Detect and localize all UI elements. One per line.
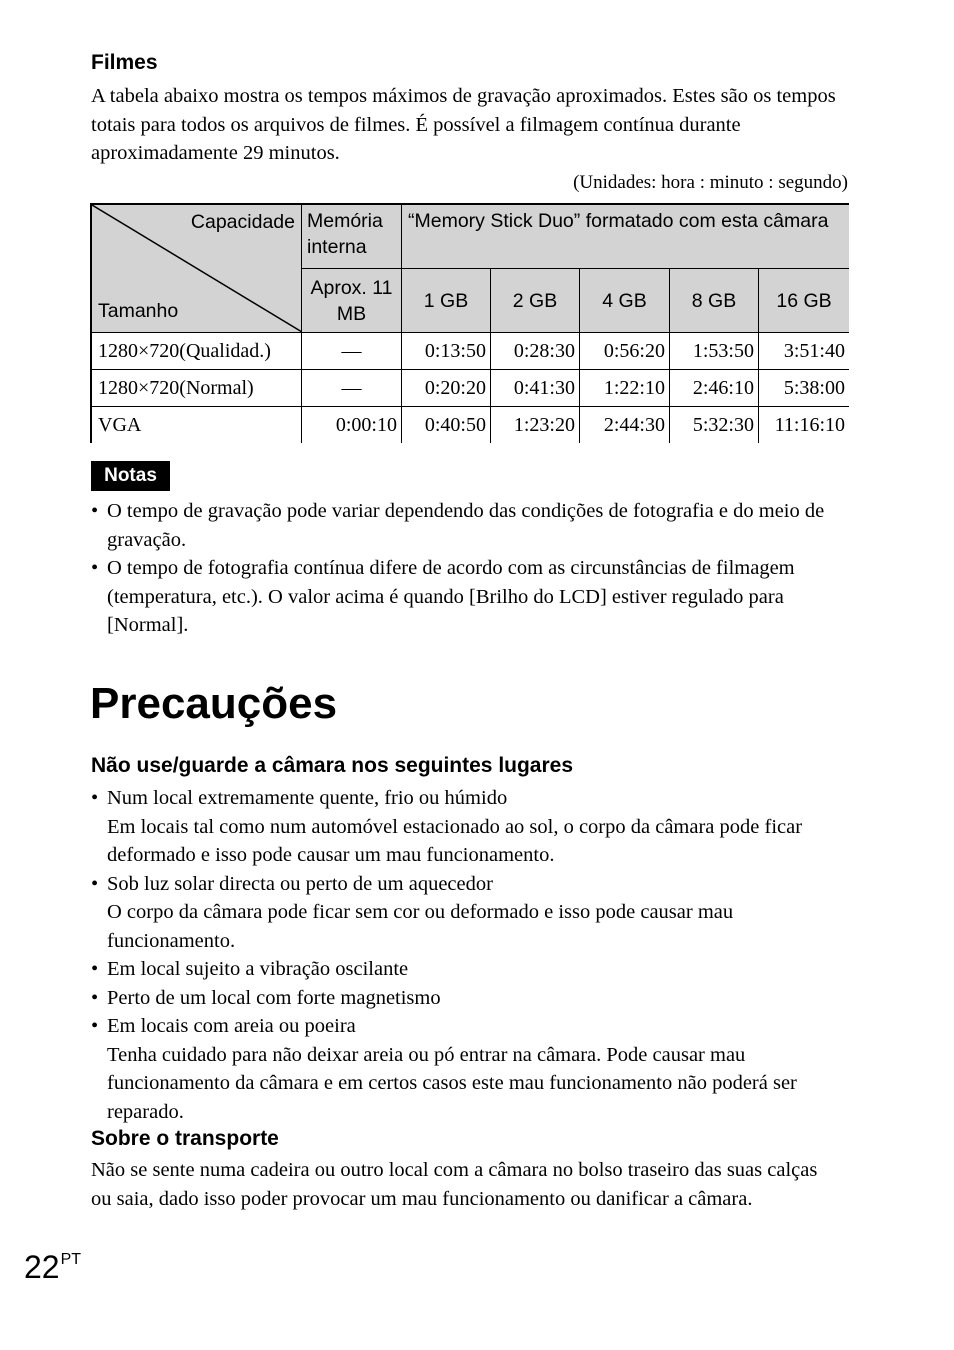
transport-paragraph: Não se sente numa cadeira ou outro local com a câmara no bolso traseiro das suas calças ou saia, dado isso poder provocar um mau funcionamento ou danificar a câmara.	[91, 1159, 818, 1210]
table-cell-value: 1:23:20	[491, 407, 580, 443]
list-item: • O tempo de gravação pode variar dependendo das condições de fotografia e do meio de gravação.	[91, 497, 836, 554]
page-number	[24, 1240, 81, 1287]
table-cell-value: 0:13:50	[402, 333, 491, 370]
list-item	[91, 984, 836, 1013]
page-language-code: PT	[60, 1251, 82, 1268]
page-number-value: 22	[24, 1249, 60, 1285]
page-title: Precauções	[90, 679, 338, 728]
table-cell-internal: —	[302, 370, 402, 407]
table-cell-value: 0:41:30	[491, 370, 580, 407]
list-item	[91, 955, 836, 984]
table-cell-value: 0:56:20	[580, 333, 670, 370]
table-cell-value: 5:38:00	[759, 370, 849, 407]
table-corner-cell	[92, 205, 302, 333]
list-item-title: • Em locais com areia ou poeira	[107, 1015, 356, 1037]
list-item	[91, 870, 836, 956]
table-cell-internal: 0:00:10	[302, 407, 402, 443]
list-item-detail: O corpo da câmara pode ficar sem cor ou deformado e isso pode causar mau funcionamento.	[107, 901, 734, 952]
header-capacity-2gb: 2 GB	[491, 269, 580, 333]
header-internal-capacity: Aprox. 11 MB	[302, 269, 402, 333]
list-item	[91, 1012, 836, 1126]
corner-label-capacidade: Capacidade	[190, 211, 295, 233]
section-heading-transport: Sobre o transporte	[91, 1127, 279, 1150]
table-cell-value: 1:22:10	[580, 370, 670, 407]
section-heading-filmes: Filmes	[91, 51, 158, 74]
list-item-title: • Em local sujeito a vibração oscilante	[107, 958, 409, 980]
table-cell-value: 0:28:30	[491, 333, 580, 370]
recording-time-table	[90, 203, 849, 443]
table-cell-value: 0:40:50	[402, 407, 491, 443]
header-capacity-1gb: 1 GB	[402, 269, 491, 333]
table-row-size: VGA	[92, 407, 302, 443]
list-item-detail: Tenha cuidado para não deixar areia ou pó entrar na câmara. Pode causar mau funcionamento da câmara e em certos casos este mau funcionamento não poderá ser reparado.	[107, 1043, 797, 1123]
corner-label-tamanho: Tamanho	[98, 300, 179, 322]
notes-badge: Notas	[91, 461, 170, 491]
table-cell-value: 2:44:30	[580, 407, 670, 443]
table-cell-value: 2:46:10	[670, 370, 759, 407]
table-cell-value: 1:53:50	[670, 333, 759, 370]
filmes-paragraph: A tabela abaixo mostra os tempos máximos de gravação aproximados. Estes são os tempos totais para todos os arquivos de filmes. É possível a filmagem contínua durante aproximadamente 29 minutos.	[91, 85, 836, 164]
list-item	[91, 784, 836, 870]
header-capacity-8gb: 8 GB	[670, 269, 759, 333]
table-cell-internal: —	[302, 333, 402, 370]
units-note: (Unidades: hora : minuto : segundo)	[573, 172, 848, 193]
table-row-size: 1280×720(Qualidad.)	[92, 333, 302, 370]
table-cell-value: 5:32:30	[670, 407, 759, 443]
table-row-size: 1280×720(Normal)	[92, 370, 302, 407]
header-internal-memory: Memória interna	[302, 205, 402, 269]
table-cell-value: 0:20:20	[402, 370, 491, 407]
list-item-detail: Em locais tal como num automóvel estacionado ao sol, o corpo da câmara pode ficar deformado e isso pode causar um mau funcionamento.	[107, 815, 803, 866]
list-item: • O tempo de fotografia contínua difere de acordo com as circunstâncias de filmagem (temperatura, etc.). O valor acima é quando [Brilho do LCD] estiver regulado para [Normal].	[91, 554, 836, 640]
table-cell-value: 11:16:10	[759, 407, 849, 443]
section-heading-places: Não use/guarde a câmara nos seguintes lugares	[91, 754, 574, 777]
table-cell-value: 3:51:40	[759, 333, 849, 370]
header-capacity-16gb: 16 GB	[759, 269, 849, 333]
list-item-title: • Sob luz solar directa ou perto de um aquecedor	[107, 872, 493, 895]
notes-list	[91, 497, 836, 640]
header-memory-stick: “Memory Stick Duo” formatado com esta câmara	[402, 205, 849, 269]
places-list	[91, 784, 836, 1126]
list-item-title: • Num local extremamente quente, frio ou húmido	[107, 787, 508, 809]
header-capacity-4gb: 4 GB	[580, 269, 670, 333]
list-item-title: • Perto de um local com forte magnetismo	[107, 986, 441, 1009]
